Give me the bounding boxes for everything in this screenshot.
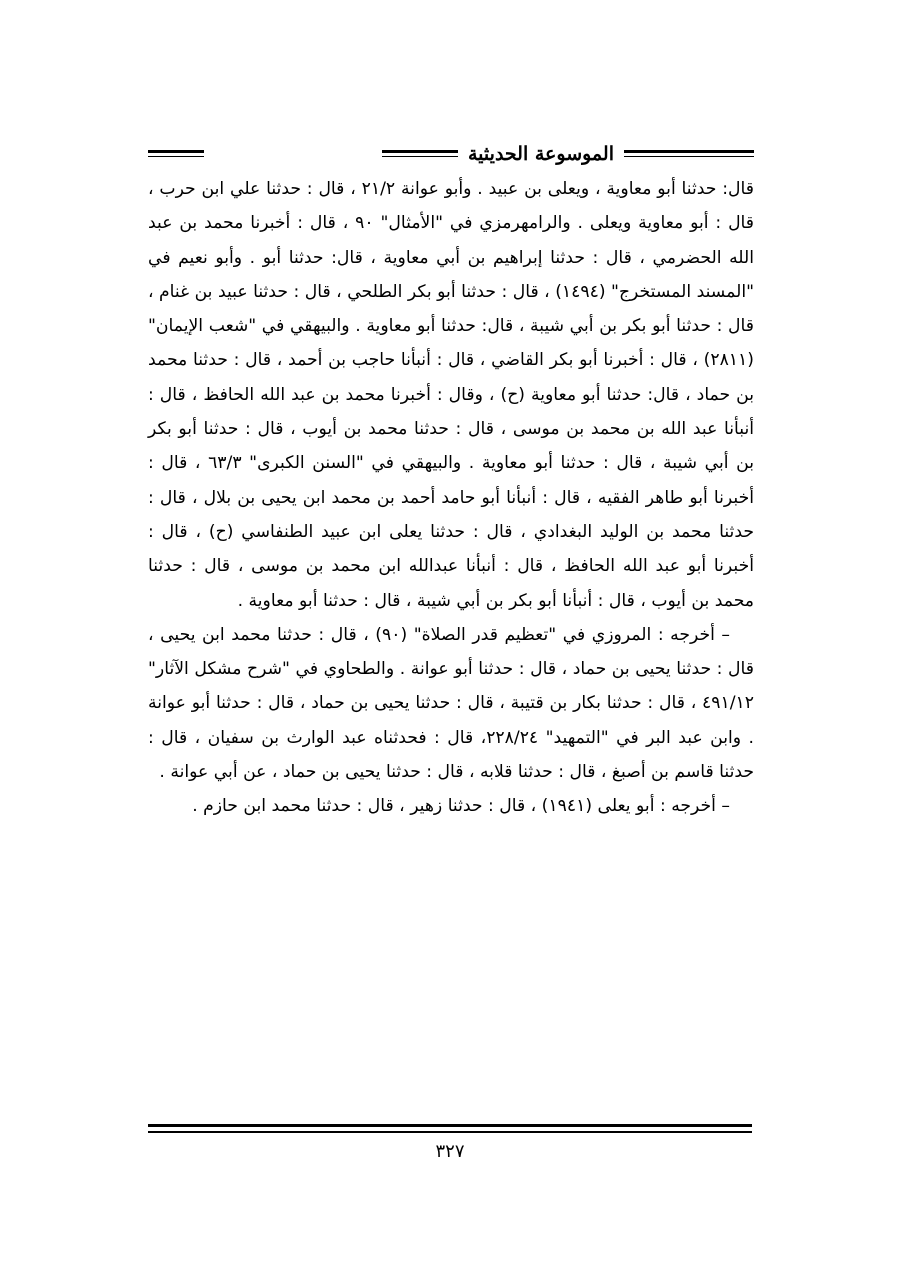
footer-rule — [148, 1124, 752, 1133]
book-title: الموسوعة الحديثية — [458, 143, 624, 165]
paragraph-3: – أخرجه : أبو يعلى (١٩٤١) ، قال : حدثنا زهير ، قال : حدثنا محمد ابن حازم . — [192, 796, 730, 817]
header-title-wrap — [148, 138, 754, 170]
paragraph-2: – أخرجه : المروزي في "تعظيم قدر الصلاة" (٩٠) ، قال : حدثنا محمد ابن يحيى ، قال : حدثنا يحيى بن حماد ، قال : حدثنا أبو عوانة . والطحاوي في "شرح مشكل الآثار" ٤٩١/١٢ ، قال : حدثنا بكار بن قتيبة ، قال : حدثنا يحيى بن حماد ، قال : حدثنا أبو عوانة . وابن عبد البر في "التمهيد" ٢٢٨/٢٤، قال : فحدثناه عبد الوارث بن سفيان ، قال : حدثنا قاسم بن أصبغ ، قال : حدثنا قلابه ، قال : حدثنا يحيى بن حماد ، عن أبي عوانة . — [148, 624, 755, 783]
page-number: ٣٢٧ — [435, 1141, 465, 1162]
page-body — [148, 172, 754, 824]
paragraph-1: قال: حدثنا أبو معاوية ، ويعلى بن عبيد . وأبو عوانة ٢١/٢ ، قال : حدثنا علي ابن حرب ، قال : أبو معاوية ويعلى . والرامهرمزي في "الأمثال" ٩٠ ، قال : أخبرنا محمد بن عبد الله الحضرمي ، قال : حدثنا إبراهيم بن أبي معاوية ، قال: حدثنا أبو . وأبو نعيم في "المسند المستخرج" (١٤٩٤) ، قال : حدثنا أبو بكر الطلحي ، قال : حدثنا عبيد بن غنام ، قال : حدثنا أبو بكر بن أبي شيبة ، قال: حدثنا أبو معاوية . والبيهقي في "شعب الإيمان" (٢٨١١) ، قال : أخبرنا أبو بكر القاضي ، قال : أنبأنا حاجب بن أحمد ، قال : حدثنا محمد بن حماد ، قال: حدثنا أبو معاوية (ح) ، وقال : أخبرنا محمد بن عبد الله الحافظ ، قال : أنبأنا عبد الله بن محمد بن موسى ، قال : حدثنا محمد بن أيوب ، قال : حدثنا أبو بكر بن أبي شيبة ، قال : حدثنا أبو معاوية . والبيهقي في "السنن الكبرى" ٦٣/٣ ، قال : أخبرنا أبو طاهر الفقيه ، قال : أنبأنا أبو حامد أحمد بن محمد ابن يحيى بن بلال ، قال : حدثنا محمد بن الوليد البغدادي ، قال : حدثنا يعلى ابن عبيد الطنفاسي (ح) ، قال : أخبرنا أبو عبد الله الحافظ ، قال : أنبأنا عبدالله ابن محمد بن موسى ، قال : حدثنا محمد بن أيوب ، قال : أنبأنا أبو بكر بن أبي شيبة ، قال : حدثنا أبو معاوية . — [148, 179, 755, 611]
running-header — [148, 138, 754, 170]
